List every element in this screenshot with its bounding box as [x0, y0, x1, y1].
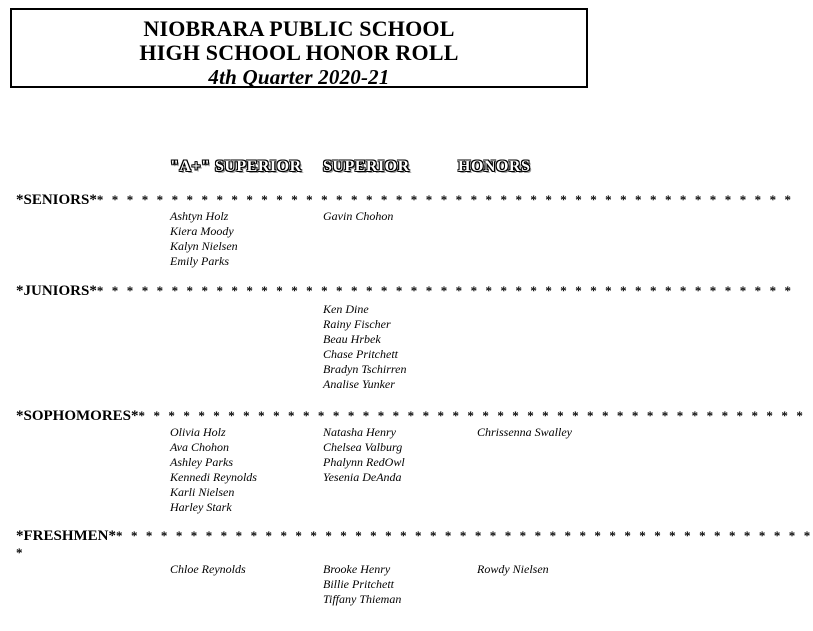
- list-item: Beau Hrbek: [323, 332, 381, 346]
- section-header-sophomores: [16, 408, 806, 424]
- list-item: Tiffany Thieman: [323, 592, 402, 606]
- section-label: *SENIORS*: [16, 192, 97, 208]
- list-item: Chase Pritchett: [323, 347, 398, 361]
- list-item: Ava Chohon: [170, 440, 229, 454]
- freshmen-superior-list: [323, 562, 401, 607]
- sophomores-honors-list: [477, 425, 572, 440]
- list-item: Chelsea Valburg: [323, 440, 403, 454]
- star-divider: * * * * * * * * * * * * * * * * * * * * * * * * * * * * * * * * * * * * * * * * * * * * * * *: [96, 192, 794, 207]
- freshmen-a-plus-list: [170, 562, 246, 577]
- list-item: Ken Dine: [323, 302, 369, 316]
- section-juniors: [16, 283, 794, 299]
- quarter-title: 4th Quarter 2020-21: [208, 65, 390, 89]
- list-item: Emily Parks: [170, 254, 229, 268]
- list-item: Kiera Moody: [170, 224, 234, 238]
- section-header-juniors: [16, 283, 794, 299]
- section-header-seniors: [16, 192, 794, 208]
- title-box: [10, 8, 588, 88]
- seniors-a-plus-list: [170, 209, 238, 269]
- freshmen-honors-list: [477, 562, 549, 577]
- list-item: Karli Nielsen: [170, 485, 235, 499]
- list-item: Rowdy Nielsen: [477, 562, 549, 576]
- section-label: *JUNIORS*: [16, 283, 97, 299]
- seniors-superior-list: [323, 209, 393, 224]
- document-title: HIGH SCHOOL HONOR ROLL: [139, 40, 459, 65]
- list-item: Natasha Henry: [323, 425, 396, 439]
- star-divider: * * * * * * * * * * * * * * * * * * * * * * * * * * * * * * * * * * * * * * * * * * * * * * *: [116, 528, 813, 543]
- juniors-superior-list: [323, 302, 406, 392]
- column-header-superior: SUPERIOR: [323, 158, 410, 175]
- section-label: *SOPHOMORES*: [16, 408, 139, 424]
- list-item: Chloe Reynolds: [170, 562, 246, 576]
- school-name: NIOBRARA PUBLIC SCHOOL: [143, 16, 455, 41]
- section-freshmen: [16, 528, 813, 560]
- star-divider: * * * * * * * * * * * * * * * * * * * * * * * * * * * * * * * * * * * * * * * * * * * * *: [138, 408, 806, 423]
- list-item: Phalynn RedOwl: [323, 455, 405, 469]
- list-item: Bradyn Tschirren: [323, 362, 407, 376]
- column-header-honors: HONORS: [458, 158, 531, 175]
- section-seniors: [16, 192, 794, 208]
- list-item: Chrissenna Swalley: [477, 425, 572, 439]
- list-item: Olivia Holz: [170, 425, 226, 439]
- section-label: *FRESHMEN*: [16, 528, 117, 544]
- section-sophomores: [16, 408, 806, 424]
- list-item: Billie Pritchett: [323, 577, 394, 591]
- list-item: Gavin Chohon: [323, 209, 394, 223]
- list-item: Yesenia DeAnda: [323, 470, 402, 484]
- sophomores-a-plus-list: [170, 425, 257, 515]
- list-item: Analise Yunker: [323, 377, 395, 391]
- sophomores-superior-list: [323, 425, 405, 485]
- list-item: Ashley Parks: [170, 455, 233, 469]
- list-item: Harley Stark: [170, 500, 232, 514]
- list-item: Kalyn Nielsen: [170, 239, 238, 253]
- star-divider: * * * * * * * * * * * * * * * * * * * * * * * * * * * * * * * * * * * * * * * * * * * * * * *: [96, 283, 794, 298]
- list-item: Brooke Henry: [323, 562, 391, 576]
- section-header-freshmen: [16, 528, 813, 544]
- list-item: Ashtyn Holz: [170, 209, 229, 223]
- list-item: Kennedi Reynolds: [170, 470, 257, 484]
- column-header-a-plus-superior: "A+" SUPERIOR: [170, 158, 302, 175]
- list-item: Rainy Fischer: [323, 317, 391, 331]
- star-divider-wrap: *: [16, 545, 23, 560]
